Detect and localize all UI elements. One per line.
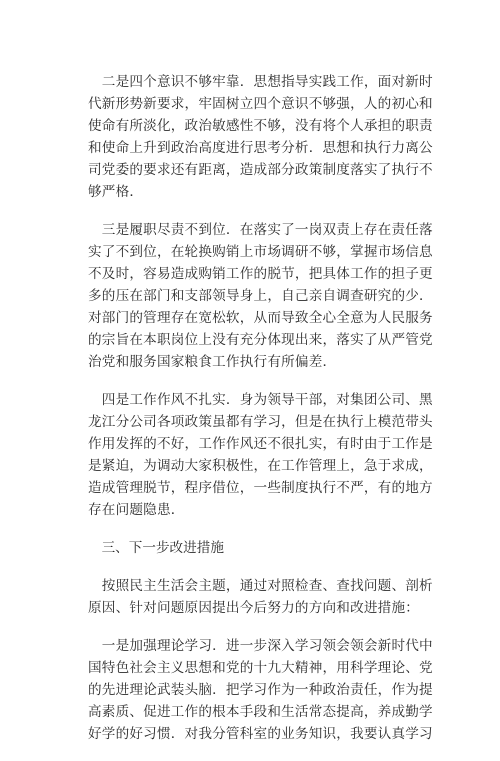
text-line: 三是履职尽责不到位．在落实了一岗双责上存在责任落: [88, 222, 433, 238]
text-line: 够严格．: [88, 184, 144, 200]
paragraph-theory-study: [88, 635, 433, 745]
text-line: 对部门的管理存在宽松软，从而导致全心全意为人民服务: [88, 310, 433, 326]
text-line: 龙江分公司各项政策虽都有学习，但是在执行上模范带头: [88, 414, 433, 430]
text-line: 多的压在部门和支部领导身上，自己亲自调查研究的少．: [88, 288, 433, 304]
text-line: 实了不到位，在轮换购销上市场调研不够，掌握市场信息: [88, 244, 433, 260]
paragraph-work-style: [88, 389, 433, 521]
text-line: 高素质、促进工作的根本手段和生活常态提高，养成勤学: [88, 704, 433, 720]
section-heading: 三、下一步改进措施: [88, 540, 224, 556]
document-body: [88, 71, 433, 761]
text-line: 的宗旨在本职岗位上没有充分体现出来，落实了从严管党: [88, 332, 433, 348]
paragraph-intro-measures: [88, 575, 433, 619]
text-line: 一是加强理论学习．进一步深入学习领会领会新时代中: [88, 638, 433, 654]
text-line: 治党和服务国家粮食工作执行有所偏差．: [88, 354, 337, 370]
text-line: 好学的好习惯．对我分管科室的业务知识，我要认真学习: [88, 726, 433, 742]
text-line: 作用发挥的不好，工作作风还不很扎实，有时由于工作是: [88, 436, 433, 452]
text-line: 按照民主生活会主题，通过对照检查、查找问题、剖析: [88, 578, 433, 594]
text-line: 二是四个意识不够牢靠．思想指导实践工作，面对新时: [88, 74, 433, 90]
text-line: 不及时，容易造成购销工作的脱节，把具体工作的担子更: [88, 266, 433, 282]
text-line: 是紧迫，为调动大家积极性，在工作管理上，急于求成，: [88, 458, 433, 474]
text-line: 代新形势新要求，牢固树立四个意识不够强，人的初心和: [88, 96, 433, 112]
paragraph-four-consciousness: [88, 71, 433, 203]
text-line: 和使命上升到政治高度进行思考分析．思想和执行力离公: [88, 140, 433, 156]
text-line: 造成管理脱节，程序借位，一些制度执行不严，有的地方: [88, 480, 433, 496]
text-line: 四是工作作风不扎实．身为领导干部，对集团公司、黑: [88, 392, 433, 408]
paragraph-duty-performance: [88, 219, 433, 373]
text-line: 的先进理论武装头脑．把学习作为一种政治责任，作为提: [88, 682, 433, 698]
text-line: 使命有所淡化，政治敏感性不够，没有将个人承担的职责: [88, 118, 433, 134]
text-line: 国特色社会主义思想和党的十九大精神，用科学理论、党: [88, 660, 433, 676]
text-line: 原因、针对问题原因提出今后努力的方向和改进措施：: [88, 600, 420, 616]
text-line: 存在问题隐患．: [88, 502, 185, 518]
text-line: 司党委的要求还有距离，造成部分政策制度落实了执行不: [88, 162, 433, 178]
